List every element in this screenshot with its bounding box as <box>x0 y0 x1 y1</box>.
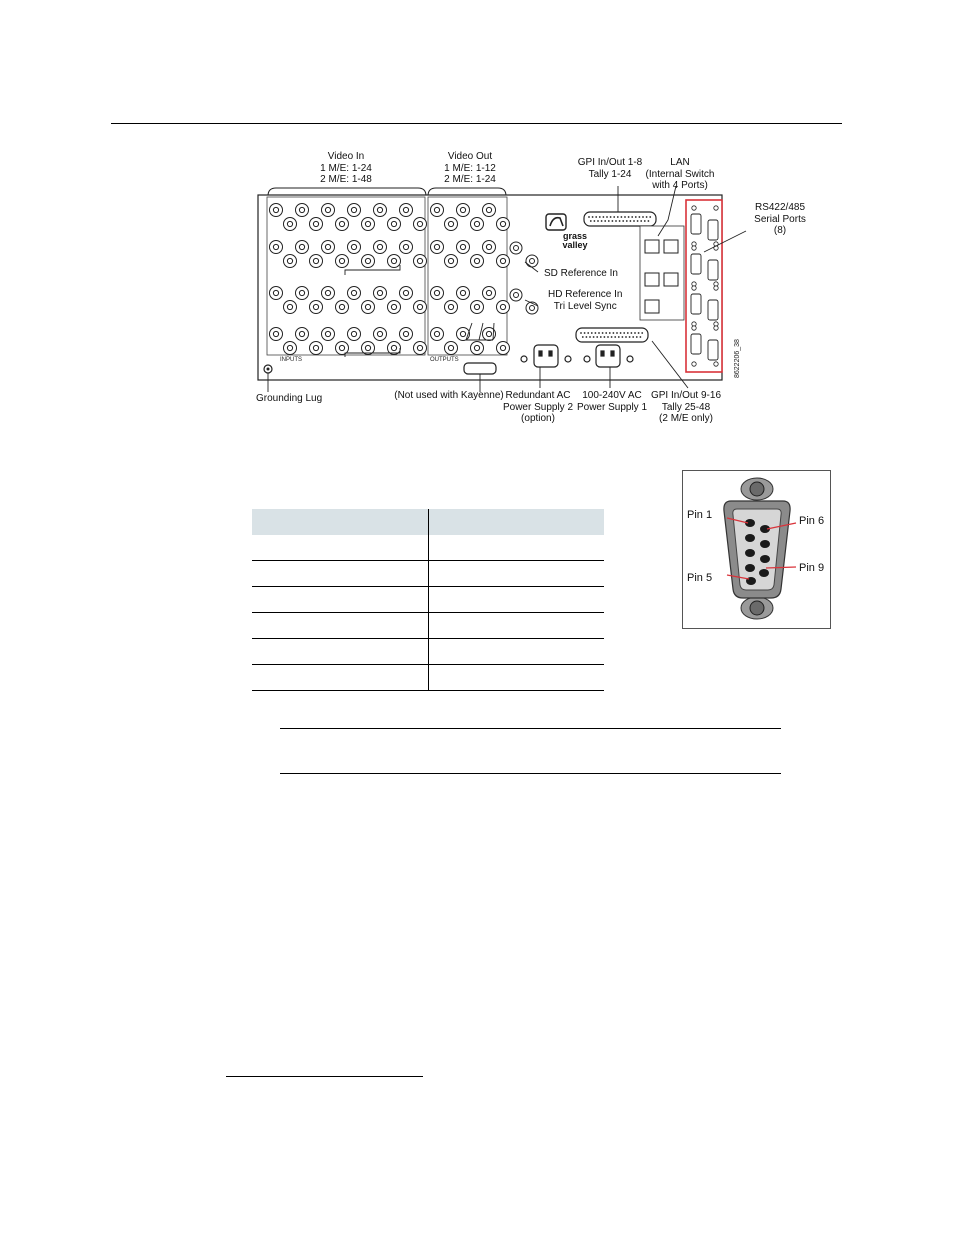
note-rule-bottom <box>280 773 781 774</box>
dsub-pin <box>633 220 635 222</box>
dsub-pin <box>624 216 626 218</box>
bnc-connector <box>336 218 349 231</box>
dsub-pin <box>601 220 603 222</box>
dsub-pin <box>626 220 628 222</box>
db9-connector-illustration <box>683 471 830 628</box>
label-gpi-top: GPI In/Out 1-8 Tally 1-24 <box>577 157 643 180</box>
dsub-pin <box>644 220 646 222</box>
dsub-pin <box>630 220 632 222</box>
dsub-pin <box>580 332 582 334</box>
dsub-pin <box>612 220 614 222</box>
dsub-pin <box>590 220 592 222</box>
table-row <box>252 587 604 613</box>
bnc-connector <box>348 287 361 300</box>
dsub-pin <box>604 336 606 338</box>
dsub-pin <box>641 332 643 334</box>
bnc-connector <box>400 241 413 254</box>
bnc-connector <box>400 328 413 341</box>
pin-table-header <box>252 509 604 535</box>
bnc-connector <box>483 204 496 217</box>
bnc-connector <box>270 241 283 254</box>
bnc-connector <box>388 301 401 314</box>
bnc-connector <box>348 328 361 341</box>
dsub-pin <box>606 216 608 218</box>
serial-port-screw <box>714 286 718 290</box>
bnc-connector <box>270 287 283 300</box>
bnc-connector <box>445 342 458 355</box>
pin-table <box>252 509 604 691</box>
bnc-connector <box>457 287 470 300</box>
note-rule-top <box>280 728 781 729</box>
dsub-pin <box>614 336 616 338</box>
dsub-pin <box>596 336 598 338</box>
dsub-pin <box>617 216 619 218</box>
dsub-pin <box>615 220 617 222</box>
serial-port <box>691 254 701 274</box>
label-gpi-bottom: GPI In/Out 9-16 Tally 25-48 (2 M/E only) <box>650 390 722 424</box>
label-not-used: (Not used with Kayenne) <box>394 390 504 401</box>
table-row <box>252 535 604 561</box>
gpi-bottom-connector <box>576 328 648 342</box>
dsub-pin <box>607 336 609 338</box>
bnc-connector <box>374 204 387 217</box>
bnc-connector <box>284 342 297 355</box>
dsub-pin <box>595 216 597 218</box>
bnc-connector <box>414 342 427 355</box>
serial-port-screw <box>692 362 696 366</box>
footnote-rule <box>226 1076 423 1077</box>
label-grounding-lug: Grounding Lug <box>256 393 323 404</box>
dsub-pin <box>632 336 634 338</box>
bnc-connector <box>362 342 375 355</box>
grass-valley-logo <box>546 214 566 230</box>
inputs-panel-label: INPUTS <box>280 357 303 363</box>
bnc-connector <box>348 241 361 254</box>
dsub-pin <box>605 332 607 334</box>
gpi-top-connector <box>584 212 656 226</box>
dsub-pin <box>595 332 597 334</box>
serial-port-screw <box>692 206 696 210</box>
serial-port-screw <box>714 362 718 366</box>
label-redundant-ac: Redundant AC Power Supply 2 (option) <box>502 390 574 424</box>
pin5-label: Pin 5 <box>687 572 713 584</box>
dsub-pin <box>586 336 588 338</box>
bnc-connector <box>336 301 349 314</box>
bnc-connector <box>445 301 458 314</box>
bnc-connector <box>431 328 444 341</box>
bnc-connector <box>374 328 387 341</box>
serial-port-screw <box>714 206 718 210</box>
serial-port-screw <box>714 326 718 330</box>
dsub-pin <box>597 220 599 222</box>
bnc-connector <box>270 328 283 341</box>
bnc-connector <box>388 218 401 231</box>
dsub-pin <box>619 220 621 222</box>
dsub-pin <box>608 220 610 222</box>
bnc-connector <box>457 204 470 217</box>
dsub-pin <box>642 216 644 218</box>
bnc-connector <box>336 255 349 268</box>
dsub-pin <box>589 336 591 338</box>
bnc-connector <box>388 342 401 355</box>
figure-id: 8622206_38 <box>734 339 741 378</box>
bnc-connector <box>296 287 309 300</box>
serial-port <box>691 334 701 354</box>
bnc-connector <box>497 255 510 268</box>
bnc-connector <box>471 255 484 268</box>
bnc-connector <box>497 301 510 314</box>
serial-port <box>708 300 718 320</box>
dsub-pin <box>600 336 602 338</box>
bnc-connector <box>362 301 375 314</box>
dsub-pin <box>649 216 651 218</box>
bnc-connector <box>414 301 427 314</box>
dsub-pin <box>640 336 642 338</box>
db9-connector-figure <box>682 470 831 629</box>
bnc-connector <box>296 328 309 341</box>
bnc-connector <box>388 255 401 268</box>
label-hd-ref: HD Reference In Tri Level Sync <box>548 289 623 312</box>
bnc-connector <box>431 287 444 300</box>
dsub-pin <box>598 332 600 334</box>
dsub-pin <box>599 216 601 218</box>
bnc-connector <box>310 255 323 268</box>
bnc-connector <box>445 218 458 231</box>
dsub-pin <box>623 332 625 334</box>
bnc-connector <box>483 287 496 300</box>
dsub-pin <box>646 216 648 218</box>
bnc-connector <box>431 241 444 254</box>
serial-port-screw <box>692 286 696 290</box>
bnc-connector <box>497 342 510 355</box>
bnc-connector <box>296 204 309 217</box>
dsub-pin <box>602 332 604 334</box>
dsub-pin <box>638 332 640 334</box>
dsub-pin <box>634 332 636 334</box>
logo-text: grass valley <box>562 231 588 250</box>
dsub-pin <box>637 220 639 222</box>
serial-port <box>708 220 718 240</box>
bnc-connector <box>497 218 510 231</box>
dsub-pin <box>622 336 624 338</box>
dsub-pin <box>636 336 638 338</box>
dsub-pin <box>616 332 618 334</box>
dsub-pin <box>604 220 606 222</box>
table-row <box>252 561 604 587</box>
dsub-pin <box>588 216 590 218</box>
dsub-pin <box>610 216 612 218</box>
serial-port <box>691 294 701 314</box>
bnc-connector <box>284 301 297 314</box>
bnc-connector <box>414 218 427 231</box>
bnc-connector <box>471 342 484 355</box>
label-video-out: Video Out 1 M/E: 1-12 2 M/E: 1-24 <box>444 151 496 185</box>
dsub-pin <box>584 332 586 334</box>
bnc-connector <box>296 241 309 254</box>
table-row <box>252 639 604 665</box>
serial-port <box>691 214 701 234</box>
label-sd-ref: SD Reference In <box>544 268 618 279</box>
dsub-pin <box>603 216 605 218</box>
serial-port-screw <box>692 326 696 330</box>
label-video-in: Video In 1 M/E: 1-24 2 M/E: 1-48 <box>320 151 372 185</box>
bnc-connector <box>310 218 323 231</box>
screw-bottom <box>741 597 773 619</box>
serial-port <box>708 260 718 280</box>
dsub-pin <box>609 332 611 334</box>
bnc-connector <box>374 241 387 254</box>
bnc-connector <box>284 218 297 231</box>
table-row <box>252 613 604 639</box>
bnc-connector <box>322 328 335 341</box>
dsub-pin <box>622 220 624 222</box>
serial-port <box>708 340 718 360</box>
bnc-connector <box>310 301 323 314</box>
bnc-connector <box>400 287 413 300</box>
dsub-pin <box>582 336 584 338</box>
pin1-label: Pin 1 <box>687 509 713 521</box>
dsub-pin <box>640 220 642 222</box>
dsub-pin <box>613 332 615 334</box>
dsub-pin <box>587 332 589 334</box>
bnc-connector <box>362 218 375 231</box>
serial-port-screw <box>692 246 696 250</box>
label-lan: LAN (Internal Switch with 4 Ports) <box>645 157 715 191</box>
bnc-connector <box>457 328 470 341</box>
label-ac-main: 100-240V AC Power Supply 1 <box>576 390 648 413</box>
dsub-pin <box>631 216 633 218</box>
dsub-pin <box>611 336 613 338</box>
bnc-connector <box>471 301 484 314</box>
dsub-pin <box>627 332 629 334</box>
dsub-pin <box>593 336 595 338</box>
bnc-connector <box>457 241 470 254</box>
bnc-connector <box>322 241 335 254</box>
dsub-pin <box>648 220 650 222</box>
bnc-connector <box>400 204 413 217</box>
dsub-pin <box>621 216 623 218</box>
bnc-connector <box>471 218 484 231</box>
header-rule <box>111 123 842 124</box>
pin6-label: Pin 6 <box>799 515 825 527</box>
dsub-pin <box>628 216 630 218</box>
dsub-pin <box>631 332 633 334</box>
pin9-label: Pin 9 <box>799 562 825 574</box>
bnc-connector <box>374 287 387 300</box>
dsub-pin <box>639 216 641 218</box>
bnc-connector <box>336 342 349 355</box>
bnc-connector <box>431 204 444 217</box>
dsub-pin <box>625 336 627 338</box>
label-rs422: RS422/485 Serial Ports (8) <box>754 202 806 236</box>
dsub-pin <box>635 216 637 218</box>
bnc-connector <box>284 255 297 268</box>
dsub-pin <box>618 336 620 338</box>
bnc-connector <box>322 287 335 300</box>
dsub-pin <box>613 216 615 218</box>
dsub-pin <box>620 332 622 334</box>
bnc-connector <box>362 255 375 268</box>
bnc-connector <box>270 204 283 217</box>
table-row <box>252 665 604 691</box>
bnc-connector <box>310 342 323 355</box>
outputs-panel-label: OUTPUTS <box>430 357 459 363</box>
dsub-pin <box>629 336 631 338</box>
bnc-connector <box>414 255 427 268</box>
bnc-connector <box>483 241 496 254</box>
screw-top <box>741 478 773 500</box>
bnc-connector <box>445 255 458 268</box>
dsub-pin <box>592 216 594 218</box>
power-supply-dsub <box>464 363 496 374</box>
dsub-pin <box>591 332 593 334</box>
dsub-pin <box>594 220 596 222</box>
bnc-connector <box>322 204 335 217</box>
bnc-connector <box>348 204 361 217</box>
